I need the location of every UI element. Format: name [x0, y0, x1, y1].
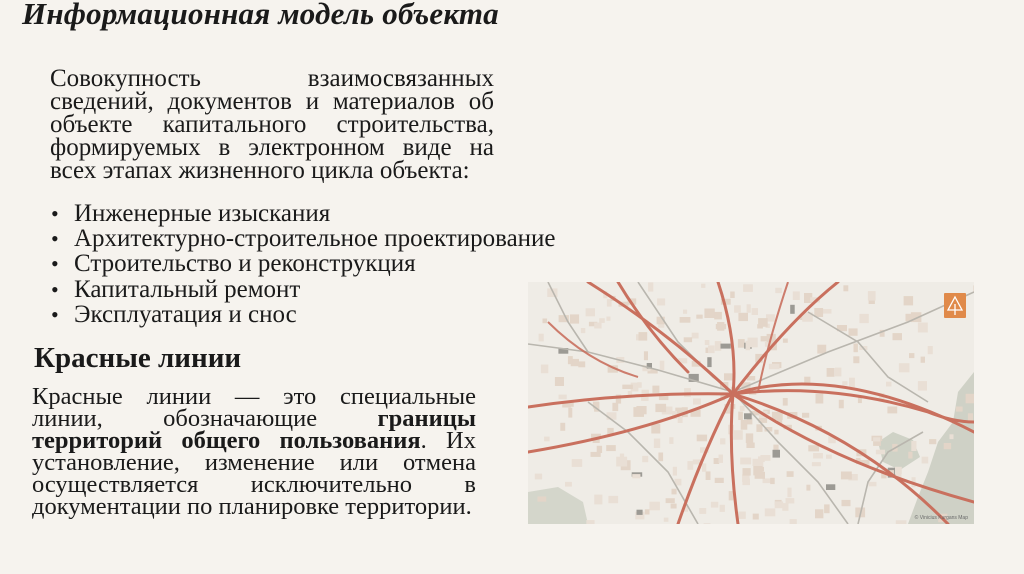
map-block	[966, 394, 974, 404]
map-block	[645, 509, 650, 514]
map-block	[642, 456, 648, 462]
map-block	[944, 443, 951, 449]
list-item	[50, 302, 556, 327]
map-block	[835, 368, 842, 377]
map-block	[672, 489, 677, 495]
map-block	[652, 386, 659, 393]
list-item-label: Строительство и реконструкция	[74, 250, 416, 278]
map-block	[786, 498, 795, 503]
map-block	[746, 341, 751, 350]
red-lines-text-start: Красные линии — это специальные линии, обозначающие	[32, 383, 476, 432]
map-block	[649, 502, 660, 511]
map-block	[808, 445, 819, 451]
lifecycle-list	[50, 201, 556, 327]
map-block	[826, 455, 832, 459]
map-block	[606, 445, 616, 451]
map-block	[928, 346, 933, 354]
map-block	[843, 285, 848, 291]
map-block	[719, 455, 724, 463]
map-block	[687, 461, 693, 470]
list-item	[50, 226, 556, 251]
map-block	[701, 284, 705, 288]
red-lines-title: Красные линии	[34, 342, 242, 374]
map-block	[704, 309, 714, 319]
map-block	[715, 478, 724, 483]
map-block	[755, 472, 765, 479]
red-lines-text-end: . Их установление, изменение или отмена осуществляется исключительно в документации по планировке территории.	[32, 427, 476, 520]
map-block	[599, 318, 605, 323]
list-item	[50, 251, 556, 276]
map-block	[775, 288, 782, 293]
red-lines-text-bold: границы территорий общего пользования	[32, 405, 476, 454]
bullet-icon: •	[51, 201, 59, 226]
map-block	[886, 382, 892, 387]
map-block	[812, 462, 821, 466]
map-block	[657, 298, 665, 305]
map-block	[568, 408, 572, 418]
map-block	[707, 357, 711, 367]
map-block	[720, 438, 725, 444]
bullet-icon: •	[51, 251, 59, 277]
map-block	[692, 333, 699, 339]
map-block	[968, 413, 973, 421]
map-block	[841, 472, 852, 480]
bullet-icon: •	[51, 276, 59, 302]
map-block	[702, 463, 706, 471]
map-block	[678, 417, 683, 423]
map-block	[697, 435, 707, 442]
map-block	[730, 292, 735, 299]
map-block	[740, 458, 751, 465]
map-block	[744, 413, 752, 419]
map-block	[606, 317, 610, 321]
map-block	[895, 467, 902, 474]
list-item	[50, 201, 556, 226]
map-block	[555, 377, 564, 386]
map-block	[956, 407, 963, 412]
map-block	[673, 467, 677, 476]
map-block	[693, 398, 701, 404]
map-block	[787, 488, 791, 498]
map-block	[683, 310, 687, 314]
map-block	[612, 403, 618, 411]
map-block	[918, 381, 927, 391]
map-block	[908, 452, 912, 459]
map-block	[611, 497, 616, 502]
map-block	[570, 314, 579, 323]
map-block	[827, 368, 835, 377]
map-block	[581, 328, 585, 333]
map-block	[539, 334, 544, 342]
list-item-label: Архитектурно-строительное проектирование	[74, 225, 556, 253]
map-block	[876, 450, 885, 455]
bullet-icon: •	[51, 301, 59, 327]
map-block	[655, 404, 666, 412]
map-block	[639, 332, 648, 341]
map-block	[782, 503, 788, 511]
map-block	[868, 291, 876, 301]
map-block	[734, 305, 741, 312]
map-block	[909, 353, 914, 358]
map-block	[911, 441, 916, 451]
map-block	[842, 381, 847, 385]
map-block	[842, 500, 851, 506]
map-block	[705, 340, 710, 345]
map-block	[853, 356, 859, 363]
map-block	[904, 296, 914, 305]
map-block	[664, 518, 669, 522]
list-item	[50, 277, 556, 302]
list-item-label: Эксплуатация и снос	[74, 300, 297, 328]
map-block	[806, 485, 810, 491]
map-block	[921, 357, 925, 363]
city-map-image	[528, 282, 974, 524]
map-block	[922, 457, 929, 464]
map-block	[839, 400, 844, 409]
map-block	[804, 377, 810, 384]
map-block	[594, 323, 601, 329]
map-block	[632, 474, 640, 478]
map-block	[752, 308, 758, 315]
map-block	[699, 508, 706, 514]
map-credit: © Vinicius Kurgans Map	[914, 515, 968, 521]
map-block	[824, 504, 830, 513]
map-block	[770, 478, 775, 484]
map-block	[543, 319, 548, 324]
map-block	[887, 407, 897, 414]
map-block	[586, 308, 595, 316]
map-block	[929, 439, 936, 444]
map-block	[813, 453, 823, 459]
map-block	[815, 509, 823, 518]
map-block	[565, 482, 572, 487]
map-block	[541, 365, 548, 374]
map-block	[708, 345, 715, 353]
map-block	[743, 468, 751, 476]
map-block	[741, 420, 748, 430]
map-block	[738, 313, 748, 321]
map-block	[769, 364, 780, 369]
map-block	[654, 439, 660, 449]
map-block	[773, 450, 781, 458]
map-block	[765, 508, 776, 516]
map-block	[715, 341, 722, 351]
map-block	[740, 406, 745, 411]
map-block	[790, 305, 795, 314]
map-block	[622, 385, 633, 389]
map-block	[716, 324, 726, 329]
map-block	[637, 510, 643, 515]
map-block	[721, 344, 731, 349]
map-block	[658, 453, 663, 462]
map-block	[746, 443, 754, 449]
map-block	[823, 309, 832, 314]
map-block	[742, 479, 750, 486]
map-block	[633, 407, 644, 417]
map-block	[753, 459, 764, 466]
map-block	[899, 363, 910, 372]
map-block	[711, 502, 718, 508]
map-block	[725, 374, 732, 380]
bullet-icon: •	[51, 226, 59, 252]
map-block	[873, 437, 880, 441]
map-block	[896, 520, 907, 524]
map-block	[560, 423, 565, 431]
map-block	[747, 304, 751, 312]
map-block	[696, 315, 702, 319]
map-block	[660, 361, 665, 371]
map-block	[802, 413, 809, 418]
map-block	[743, 284, 753, 292]
map-block	[869, 482, 877, 486]
map-block	[817, 345, 826, 354]
definition-text: Совокупность взаимосвязанных сведений, документов и материалов об объекте капитального строительства, формируемых в электронном виде на всех этапах жизненного цикла объекта:	[50, 65, 494, 184]
map-block	[756, 424, 762, 432]
map-block	[826, 484, 835, 490]
map-block	[714, 458, 720, 464]
map-block	[787, 471, 794, 477]
map-block	[758, 318, 768, 327]
map-block	[854, 344, 858, 353]
map-block	[849, 328, 858, 335]
map-block	[535, 474, 542, 480]
map-block	[616, 457, 627, 467]
map-block	[684, 337, 692, 342]
map-block	[594, 495, 602, 505]
city-map-graphic	[528, 282, 974, 524]
slide-title: Информационная модель объекта	[22, 0, 499, 31]
map-block	[666, 498, 675, 503]
map-block	[720, 505, 725, 512]
list-item-label: Инженерные изыскания	[74, 200, 331, 227]
map-block	[774, 430, 778, 435]
red-lines-text	[32, 383, 476, 520]
map-block	[918, 323, 928, 333]
map-block	[793, 291, 800, 300]
map-block	[607, 412, 617, 419]
list-item-label: Капитальный ремонт	[74, 275, 301, 303]
map-block	[586, 520, 594, 524]
map-block	[591, 452, 601, 457]
map-block	[568, 356, 573, 364]
map-block	[733, 430, 743, 440]
map-block	[893, 333, 903, 340]
map-block	[783, 339, 788, 343]
map-block	[572, 459, 583, 467]
map-block	[950, 434, 954, 439]
map-block	[637, 382, 642, 388]
map-block	[816, 394, 824, 404]
map-block	[738, 339, 745, 348]
map-block	[538, 497, 547, 502]
map-block	[578, 361, 585, 367]
map-block	[648, 282, 653, 291]
map-block	[849, 378, 855, 388]
map-block	[783, 398, 788, 406]
map-block	[738, 412, 743, 420]
map-block	[775, 501, 783, 508]
map-block	[729, 491, 734, 500]
map-block	[651, 424, 660, 434]
map-block	[680, 317, 691, 323]
map-block	[859, 314, 868, 323]
map-block	[644, 351, 648, 360]
map-block	[544, 437, 550, 442]
map-block	[758, 467, 764, 472]
map-block	[714, 312, 722, 320]
map-block	[671, 504, 677, 509]
map-block	[746, 433, 753, 443]
map-block	[753, 514, 759, 520]
map-block	[706, 471, 711, 480]
map-block	[559, 395, 567, 400]
map-block	[669, 437, 673, 444]
map-block	[790, 519, 797, 524]
